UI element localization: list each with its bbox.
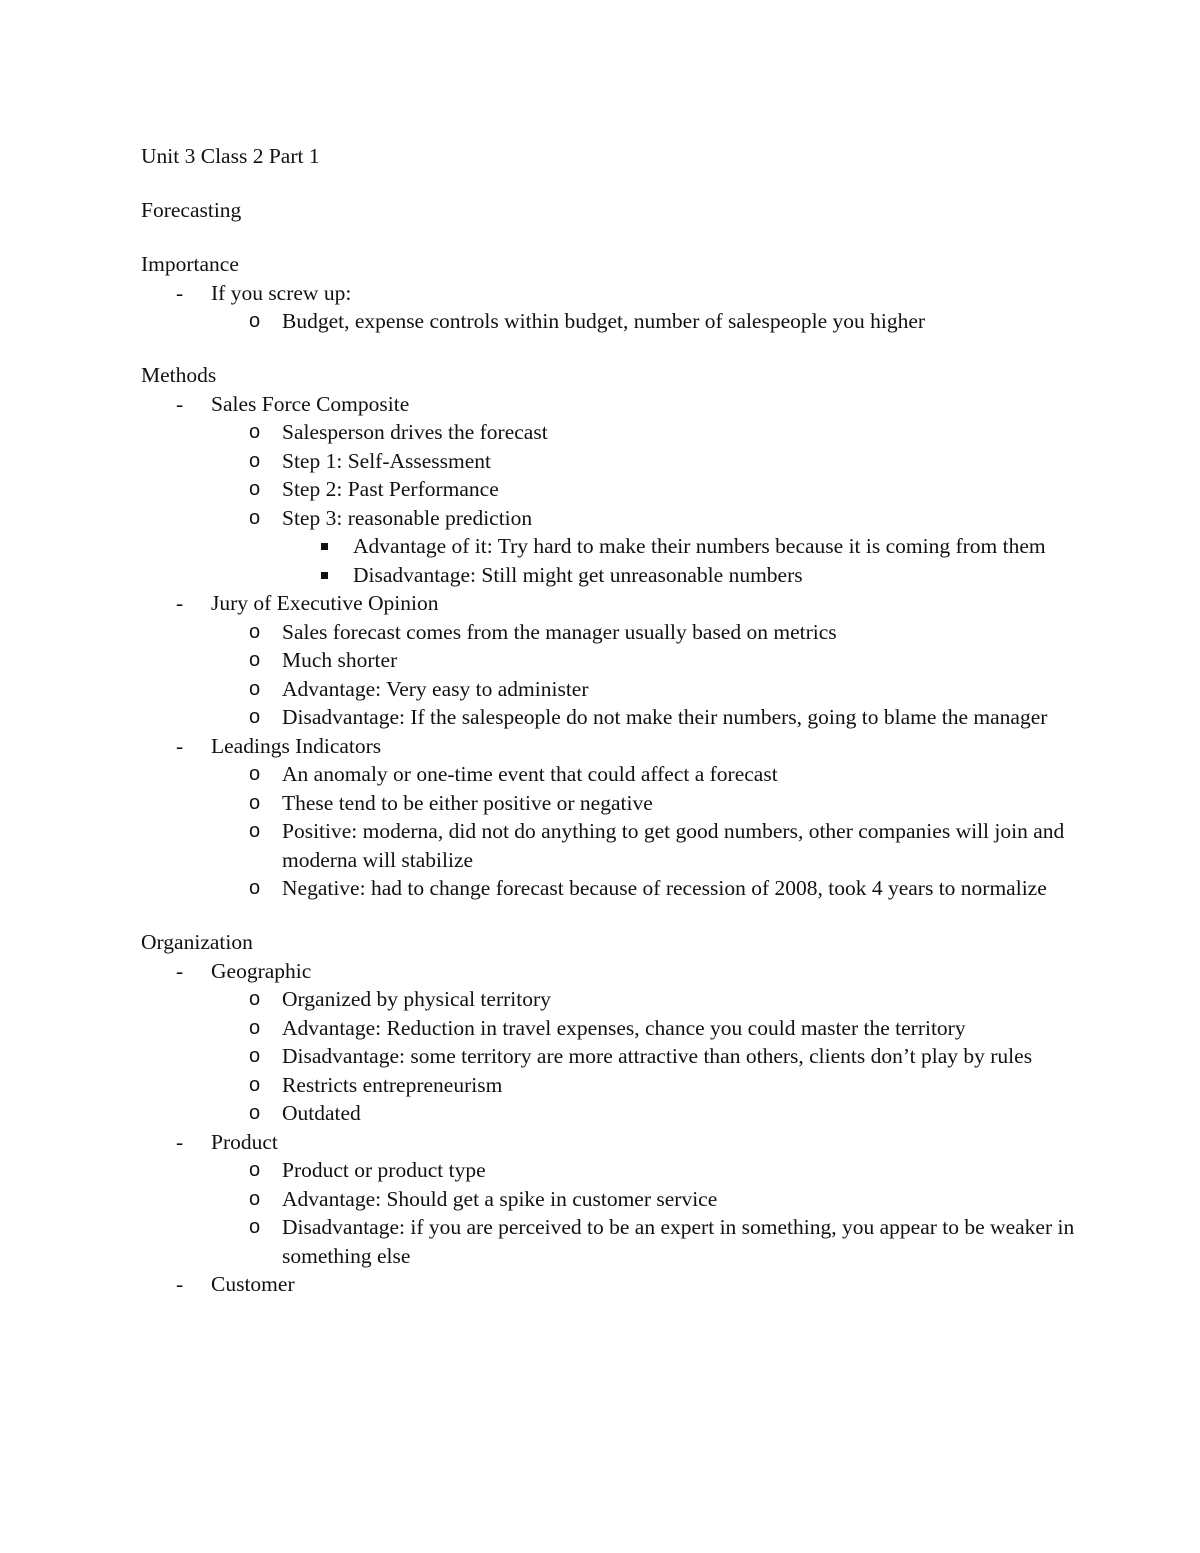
list-item	[211, 1156, 1081, 1185]
importance-list	[141, 279, 1081, 336]
circle-bullet: o	[249, 1016, 261, 1039]
circle-bullet: o	[249, 1073, 261, 1096]
list-item-text: Advantage of it: Try hard to make their numbers because it is coming from them	[353, 534, 1046, 558]
square-bullet	[321, 572, 328, 579]
spacer	[141, 171, 1081, 197]
list-item	[211, 447, 1081, 476]
list-item-text: Salesperson drives the forecast	[282, 420, 548, 444]
topic-heading: Forecasting	[141, 198, 242, 222]
circle-bullet: o	[249, 478, 261, 500]
list-item	[211, 1014, 1081, 1043]
methods-heading: Methods	[141, 363, 217, 387]
circle-bullet: o	[249, 649, 261, 671]
sub-sub-list	[282, 532, 1081, 589]
importance-heading: Importance	[141, 252, 239, 276]
list-item	[211, 760, 1081, 789]
list-item-text: Disadvantage: If the salespeople do not make their numbers, going to blame the manager	[282, 705, 1048, 729]
list-item	[211, 1099, 1081, 1128]
list-item	[211, 475, 1081, 504]
document-body	[141, 142, 1081, 1299]
list-item	[141, 390, 1081, 590]
list-item	[211, 985, 1081, 1014]
list-item-text: If you screw up:	[211, 280, 352, 305]
organization-list	[141, 957, 1081, 1299]
circle-bullet: o	[249, 310, 261, 332]
circle-bullet: o	[249, 877, 261, 899]
circle-bullet: o	[249, 820, 261, 842]
methods-list	[141, 390, 1081, 903]
list-item-text: Product or product type	[282, 1158, 486, 1182]
list-item-text: Sales Force Composite	[211, 391, 410, 416]
list-item	[211, 418, 1081, 447]
list-item	[282, 561, 1081, 590]
dash-bullet: -	[176, 591, 184, 615]
list-item-text: Step 3: reasonable prediction	[282, 505, 533, 530]
list-item-text: Step 2: Past Performance	[282, 477, 499, 501]
organization-heading: Organization	[141, 930, 253, 954]
list-item-text: Leadings Indicators	[211, 733, 382, 758]
list-item	[141, 1128, 1081, 1271]
dash-bullet: -	[176, 733, 184, 758]
list-item-text: These tend to be either positive or negative	[282, 790, 653, 815]
list-item-text: Advantage: Should get a spike in customer service	[282, 1186, 718, 1211]
circle-bullet: o	[249, 988, 261, 1010]
circle-bullet: o	[249, 1159, 261, 1181]
list-item	[211, 307, 1081, 336]
spacer	[141, 225, 1081, 251]
sub-list	[211, 985, 1081, 1128]
circle-bullet: o	[249, 1216, 261, 1238]
list-item-text: Organized by physical territory	[282, 987, 551, 1011]
list-item-text: Restricts entrepreneurism	[282, 1072, 503, 1097]
list-item	[211, 1185, 1081, 1214]
circle-bullet: o	[249, 1102, 261, 1124]
list-item-text: Disadvantage: Still might get unreasonable numbers	[353, 562, 803, 587]
list-item	[141, 957, 1081, 1128]
list-item-text: Much shorter	[282, 648, 398, 672]
sub-list	[211, 618, 1081, 732]
dash-bullet: -	[176, 1272, 184, 1296]
circle-bullet: o	[249, 1187, 261, 1210]
list-item	[141, 589, 1081, 732]
circle-bullet: o	[249, 791, 261, 814]
list-item-text: Customer	[211, 1272, 295, 1296]
list-item-text: Jury of Executive Opinion	[211, 591, 439, 615]
spacer	[141, 336, 1081, 362]
list-item	[211, 504, 1081, 590]
list-item	[211, 646, 1081, 675]
list-item	[211, 618, 1081, 647]
list-item-text: Budget, expense controls within budget, number of salespeople you higher	[282, 309, 926, 333]
list-item	[282, 532, 1081, 561]
list-item	[211, 874, 1081, 903]
list-item-text: Disadvantage: some territory are more attractive than others, clients don’t play by rules	[282, 1044, 1033, 1068]
circle-bullet: o	[249, 763, 261, 785]
circle-bullet: o	[249, 706, 261, 728]
list-item	[211, 1071, 1081, 1100]
list-item-text: Positive: moderna, did not do anything to get good numbers, other companies will join and moderna will stabilize	[282, 819, 1065, 872]
list-item-text: Advantage: Very easy to administer	[282, 676, 589, 701]
list-item	[141, 732, 1081, 903]
sub-list	[211, 760, 1081, 903]
list-item-text: Disadvantage: if you are perceived to be an expert in something, you appear to be weaker in something else	[282, 1215, 1075, 1268]
sub-list	[211, 307, 1081, 336]
list-item-text: Product	[211, 1129, 278, 1154]
circle-bullet: o	[249, 421, 261, 443]
document-title: Unit 3 Class 2 Part 1	[141, 144, 320, 168]
dash-bullet: -	[176, 958, 184, 983]
sub-list	[211, 1156, 1081, 1270]
list-item	[141, 279, 1081, 336]
circle-bullet: o	[249, 1045, 261, 1067]
circle-bullet: o	[249, 677, 261, 700]
circle-bullet: o	[249, 506, 261, 529]
list-item-text: Step 1: Self-Assessment	[282, 448, 492, 473]
list-item-text: Advantage: Reduction in travel expenses, chance you could master the territory	[282, 1015, 966, 1040]
circle-bullet: o	[249, 620, 261, 643]
list-item	[141, 1270, 1081, 1299]
list-item	[211, 1042, 1081, 1071]
square-bullet	[321, 543, 328, 550]
list-item	[211, 817, 1081, 874]
list-item	[211, 1213, 1081, 1270]
list-item-text: Sales forecast comes from the manager usually based on metrics	[282, 619, 837, 644]
sub-list	[211, 418, 1081, 589]
spacer	[141, 903, 1081, 929]
list-item-text: Geographic	[211, 958, 312, 983]
dash-bullet: -	[176, 1129, 184, 1154]
list-item	[211, 703, 1081, 732]
list-item	[211, 789, 1081, 818]
list-item	[211, 675, 1081, 704]
dash-bullet: -	[176, 280, 184, 305]
list-item-text: Outdated	[282, 1101, 361, 1125]
list-item-text: An anomaly or one-time event that could affect a forecast	[282, 762, 778, 786]
dash-bullet: -	[176, 391, 184, 416]
circle-bullet: o	[249, 449, 261, 472]
list-item-text: Negative: had to change forecast because of recession of 2008, took 4 years to normalize	[282, 876, 1047, 900]
